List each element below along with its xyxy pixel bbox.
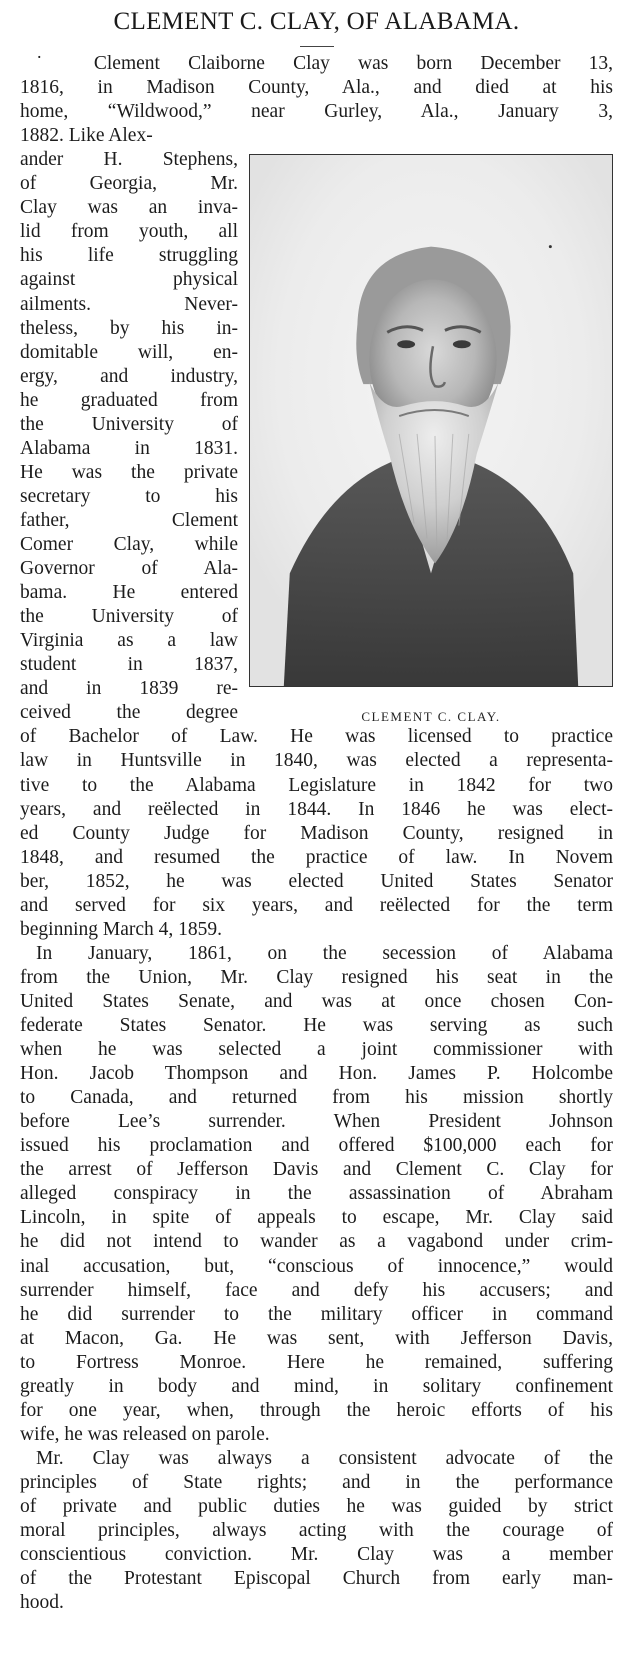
text-line: wife, he was released on parole. bbox=[20, 1423, 270, 1445]
text-line: and served for six years, and reëlected for the term bbox=[20, 894, 613, 916]
text-line: Virginia as a law bbox=[20, 630, 238, 652]
portrait-engraving bbox=[250, 155, 612, 686]
text-line: the arrest of Jefferson Davis and Clement C. Clay for bbox=[20, 1159, 613, 1181]
text-line: he did not intend to wander as a vagabond under crim- bbox=[20, 1231, 613, 1253]
text-line: of private and public duties he was guided by strict bbox=[20, 1496, 613, 1517]
text-line: Mr. Clay was always a consistent advocate of the bbox=[36, 1447, 613, 1469]
text-line: United States Senate, and was at once chosen Con- bbox=[20, 990, 613, 1012]
text-line: ander H. Stephens, bbox=[20, 149, 238, 171]
text-line: Clay was an inva- bbox=[20, 197, 238, 219]
text-line: 1816, in Madison County, Ala., and died at his bbox=[20, 77, 613, 99]
text-line: before Lee’s surrender. When President Johnson bbox=[20, 1111, 613, 1133]
text-line: 1882. Like Alex- bbox=[20, 125, 153, 147]
text-line: home, “Wildwood,” near Gurley, Ala., January 3, bbox=[20, 101, 613, 123]
text-line: federate States Senator. He was serving as such bbox=[20, 1015, 613, 1036]
text-line: law in Huntsville in 1840, was elected a representa- bbox=[20, 750, 613, 772]
text-line: lid from youth, all bbox=[20, 221, 238, 243]
text-line: ergy, and industry, bbox=[20, 365, 238, 387]
text-line: and in 1839 re- bbox=[20, 678, 238, 700]
text-line: his life struggling bbox=[20, 245, 238, 267]
text-line: principles of State rights; and in the performance bbox=[20, 1471, 613, 1493]
text-line: for one year, when, through the heroic efforts of his bbox=[20, 1399, 613, 1421]
portrait-image bbox=[249, 154, 613, 687]
text-line: issued his proclamation and offered $100,000 each for bbox=[20, 1135, 613, 1157]
text-line: from the Union, Mr. Clay resigned his seat in the bbox=[20, 966, 613, 988]
text-line: to Fortress Monroe. Here he remained, suffering bbox=[20, 1351, 613, 1373]
text-line: of Georgia, Mr. bbox=[20, 173, 238, 195]
text-line: moral principles, always acting with the courage of bbox=[20, 1520, 613, 1542]
article-title: CLEMENT C. CLAY, OF ALABAMA. bbox=[113, 8, 520, 35]
text-line: years, and reëlected in 1844. In 1846 he was elect- bbox=[20, 798, 613, 820]
text-line: domitable will, en- bbox=[20, 341, 238, 363]
text-line: against physical bbox=[20, 269, 238, 291]
text-line: He was the private bbox=[20, 461, 238, 483]
text-line: hood. bbox=[20, 1592, 64, 1614]
text-line: theless, by his in- bbox=[20, 317, 238, 339]
text-line: 1848, and resumed the practice of law. In Novem bbox=[20, 846, 613, 868]
text-line: when he was selected a joint commissioner with bbox=[20, 1039, 613, 1061]
text-line: inal accusation, but, “conscious of innocence,” would bbox=[20, 1255, 613, 1277]
text-line: Governor of Ala- bbox=[20, 558, 238, 580]
text-line: father, Clement bbox=[20, 509, 238, 531]
text-line: greatly in body and mind, in solitary confinement bbox=[20, 1375, 613, 1397]
text-line: to Canada, and returned from his mission shortly bbox=[20, 1087, 613, 1109]
text-line: beginning March 4, 1859. bbox=[20, 918, 223, 940]
text-line: ceived the degree bbox=[20, 702, 238, 724]
text-line: Alabama in 1831. bbox=[20, 437, 238, 459]
text-line: tive to the Alabama Legislature in 1842 for two bbox=[20, 774, 613, 796]
text-line: Lincoln, in spite of appeals to escape, Mr. Clay said bbox=[20, 1207, 613, 1229]
text-line: Hon. Jacob Thompson and Hon. James P. Holcombe bbox=[20, 1063, 613, 1085]
text-line: secretary to his bbox=[20, 485, 238, 507]
text-line: Comer Clay, while bbox=[20, 534, 238, 555]
text-line: at Macon, Ga. He was sent, with Jefferson Davis, bbox=[20, 1327, 613, 1349]
text-line: conscientious conviction. Mr. Clay was a member bbox=[20, 1544, 613, 1566]
text-line: In January, 1861, on the secession of Alabama bbox=[36, 942, 613, 964]
text-line: of Bachelor of Law. He was licensed to practice bbox=[20, 726, 613, 748]
text-line: ailments. Never- bbox=[20, 293, 238, 315]
text-line: ˙ Clement Claiborne Clay was born December 13, bbox=[36, 53, 613, 74]
text-line: alleged conspiracy in the assassination of Abraham bbox=[20, 1183, 613, 1205]
text-line: ed County Judge for Madison County, resigned in bbox=[20, 822, 613, 844]
text-line: the University of bbox=[20, 413, 238, 435]
text-line: he graduated from bbox=[20, 389, 238, 411]
text-line: student in 1837, bbox=[20, 654, 238, 676]
portrait-caption: CLEMENT C. CLAY. bbox=[361, 709, 501, 724]
text-line: of the Protestant Episcopal Church from early man- bbox=[20, 1568, 613, 1590]
text-line: surrender himself, face and defy his accusers; and bbox=[20, 1279, 613, 1301]
text-line: he did surrender to the military officer in command bbox=[20, 1303, 613, 1325]
text-line: ber, 1852, he was elected United States Senator bbox=[20, 870, 613, 892]
text-line: bama. He entered bbox=[20, 582, 238, 604]
text-line: the University of bbox=[20, 606, 238, 628]
title-rule bbox=[300, 46, 334, 47]
